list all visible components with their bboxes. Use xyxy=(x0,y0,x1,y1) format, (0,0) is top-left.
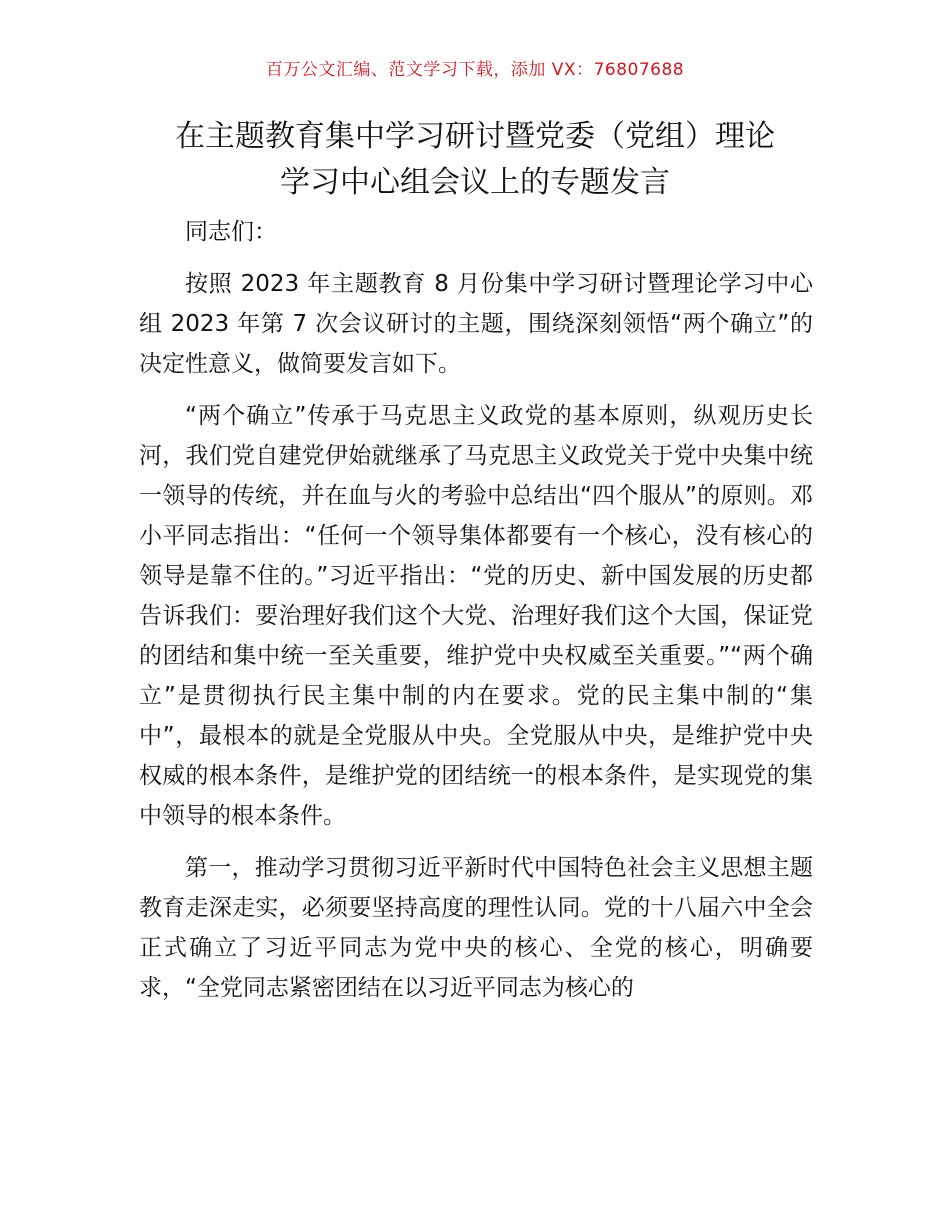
greeting: 同志们： xyxy=(185,219,277,245)
document-title xyxy=(120,114,830,206)
title-line-1: 在主题教育集中学习研讨暨党委（党组）理论 xyxy=(175,119,775,154)
title-line-2: 学习中心组会议上的专题发言 xyxy=(280,165,670,200)
paragraph-two-establishments: “两个确立”传承于马克思主义政党的基本原则，纵观历史长河，我们党自建党伊始就继承了马克思主义政党关于党中央集中统一领导的传统，并在血与火的考验中总结出“四个服从”的原则。邓小平同志指出：“任何一个领导集体都要有一个核心，没有核心的领导是靠不住的。”习近平指出：“党的历史、新中国发展的历史都告诉我们：要治理好我们这个大党、治理好我们这个大国，保证党的团结和集中统一至关重要，维护党中央权威至关重要。”“两个确立”是贯彻执行民主集中制的内在要求。党的民主集中制的“集中”，最根本的就是全党服从中央。全党服从中央，是维护党中央权威的根本条件，是维护党的团结统一的根本条件，是实现党的集中领导的根本条件。 xyxy=(139,403,813,829)
watermark-header: 百万公文汇编、范文学习下载，添加 VX：76807688 xyxy=(265,60,685,80)
paragraph-first-point: 第一，推动学习贯彻习近平新时代中国特色社会主义思想主题教育走深走实，必须要坚持高度的理性认同。党的十八届六中全会正式确立了习近平同志为党中央的核心、全党的核心，明确要求，“全党同志紧密团结在以习近平同志为核心的 xyxy=(139,855,813,1001)
document-body xyxy=(139,212,813,1020)
paragraph-intro: 按照 2023 年主题教育 8 月份集中学习研讨暨理论学习中心组 2023 年第 7 次会议研讨的主题，围绕深刻领悟“两个确立”的决定性意义，做简要发言如下。 xyxy=(139,271,813,377)
